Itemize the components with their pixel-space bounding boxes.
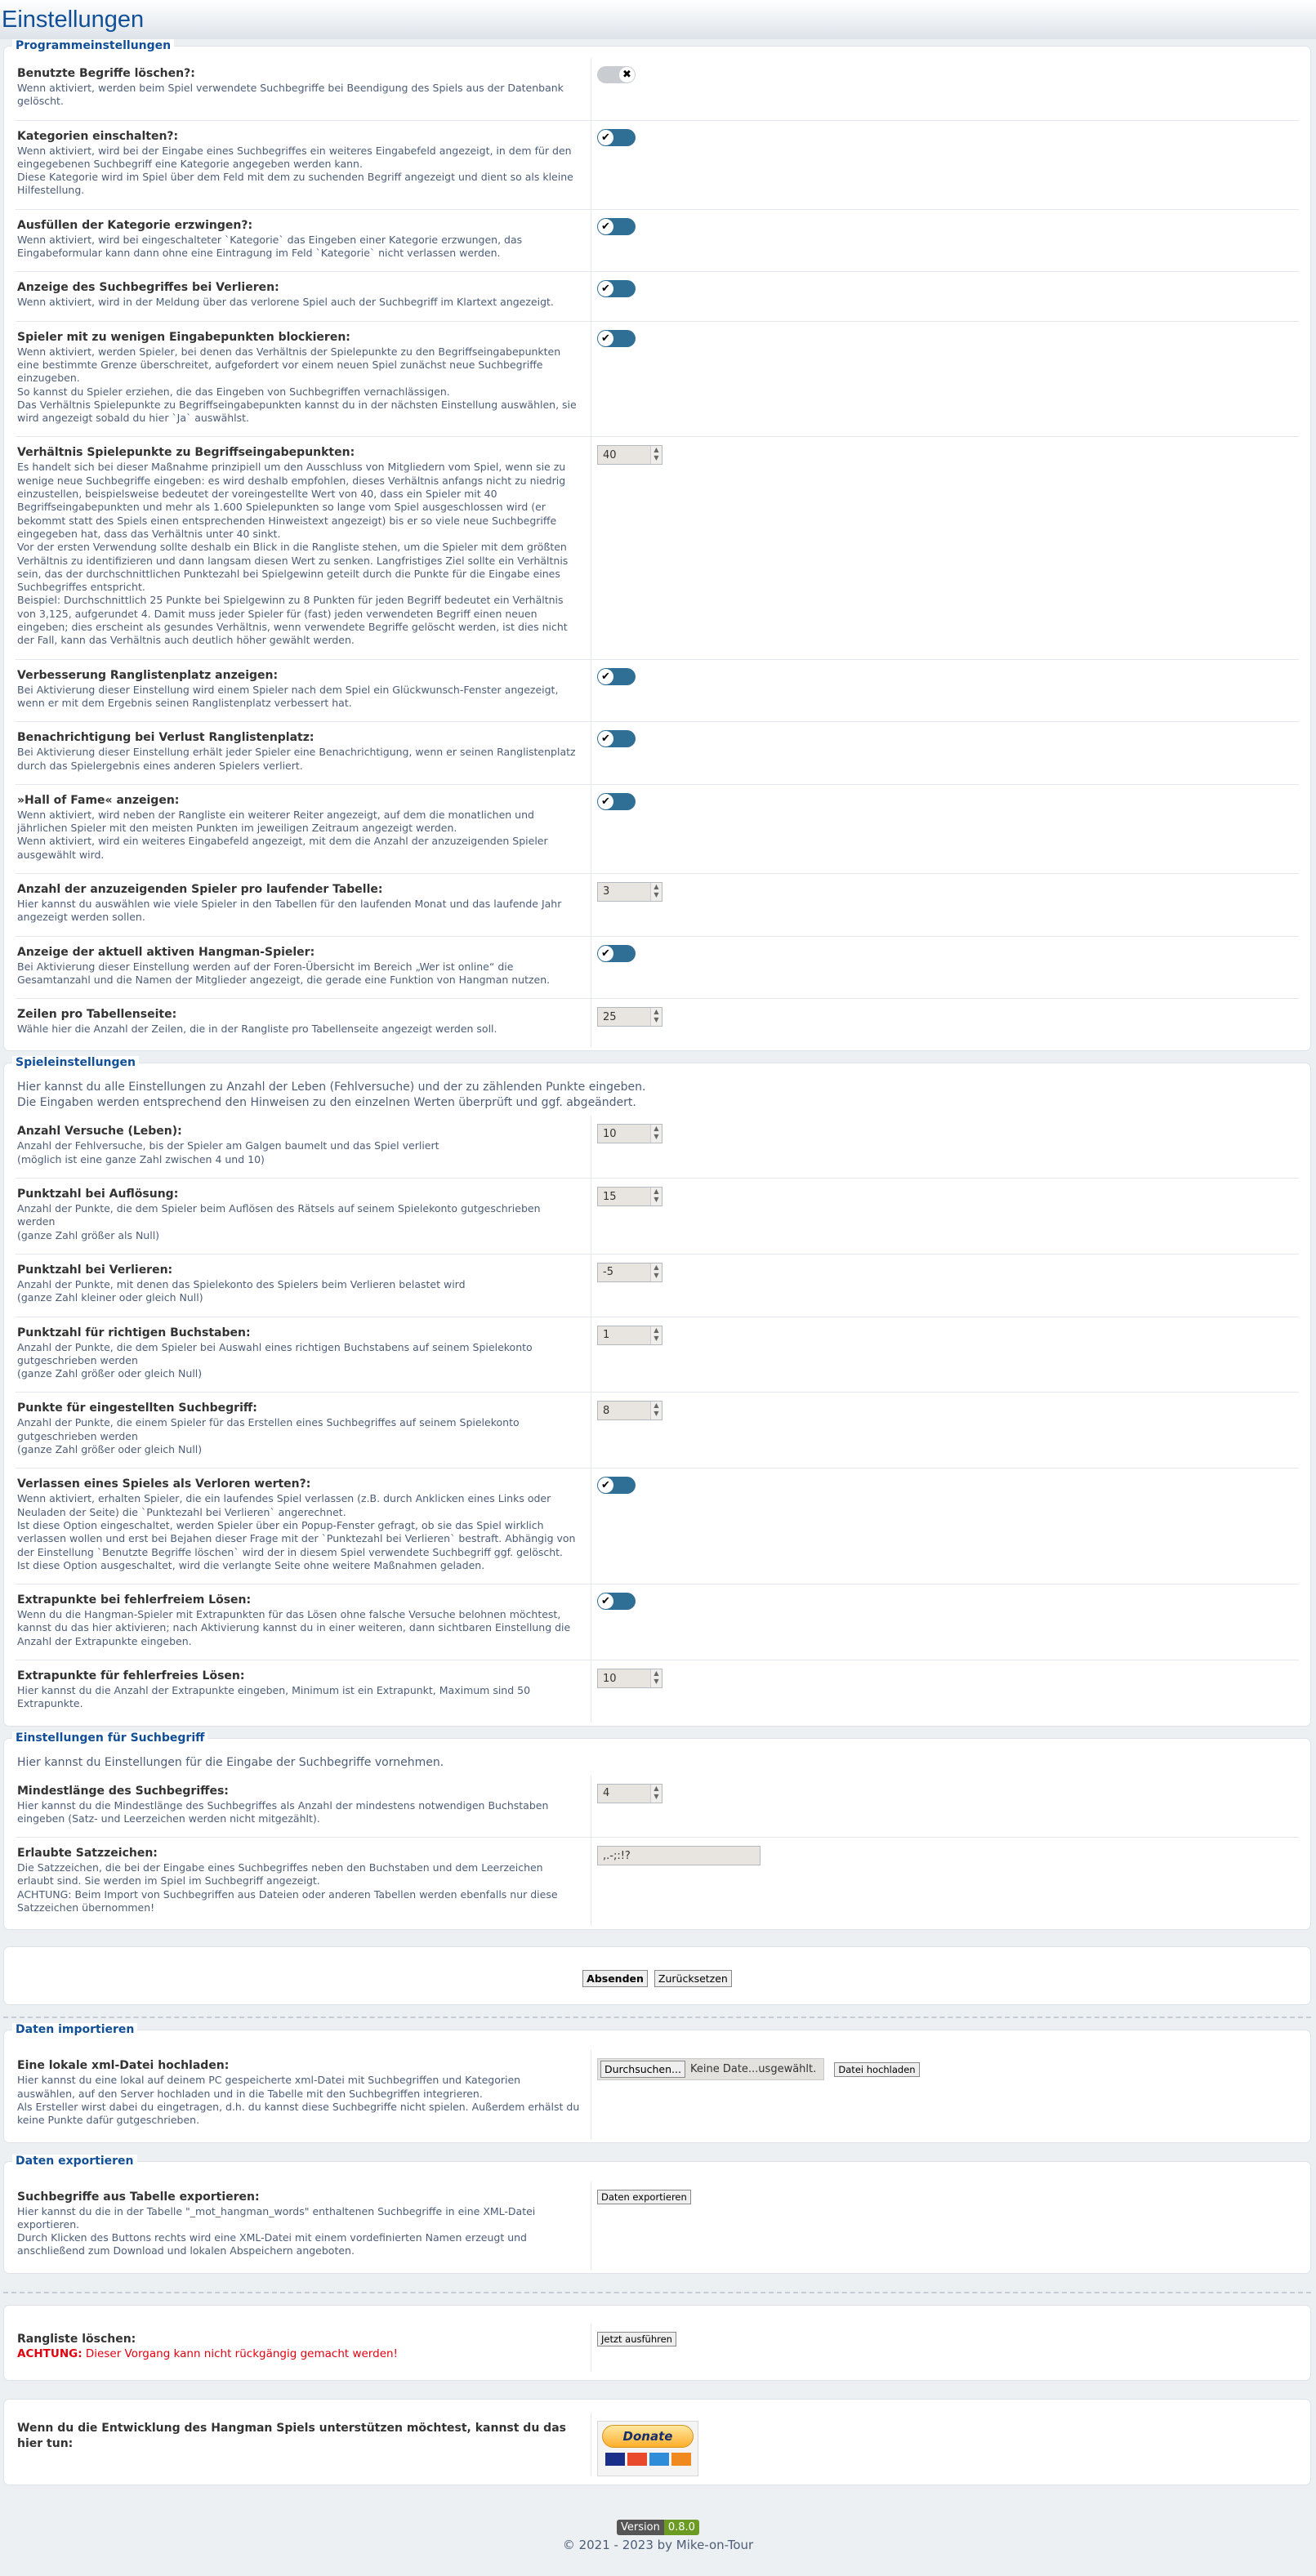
setting-explain: Wenn aktiviert, werden Spieler, bei denen das Verhältnis der Spielepunkte zu den Begriffseingabepunkten eine bestimmte Grenze überschreitet, aufgefordert vor einem neuen Spiel zunächst neue Suchbegriffe einzugeben. So kannst du Spieler erziehen, die das Eingeben von Suchbegriffen vernachlässigen. Das Verhältnis Spielepunkte zu Begriffseingabepunkten kannst du in der nächsten Einstellung auswählen, sie wird angezeigt sobald du hier `Ja` auswählst. <box>17 345 577 425</box>
check-icon: ✔ <box>598 1593 613 1609</box>
ranking-label: Rangliste löschen: <box>17 2332 136 2346</box>
submit-button[interactable]: Absenden <box>582 1970 648 1987</box>
payment-icons <box>605 2453 691 2466</box>
import-legend: Daten importieren <box>12 2023 137 2036</box>
setting-explain: Bei Aktivierung dieser Einstellung wird einem Spieler nach dem Spiel ein Glückwunsch-Fenster angezeigt, wenn er mit dem Ergebnis seinen Ranglistenplatz verbessert hat. <box>17 683 559 709</box>
search-settings-legend: Einstellungen für Suchbegriff <box>12 1731 207 1745</box>
setting-row <box>16 874 1299 937</box>
setting-control <box>591 58 1299 120</box>
setting-control <box>591 437 1299 658</box>
setting-label: Punkte für eingestellten Suchbegriff: <box>17 1402 257 1415</box>
setting-label: Punktzahl bei Verlieren: <box>17 1263 173 1277</box>
ranking-row <box>16 2324 1299 2372</box>
donate-widget[interactable] <box>597 2421 698 2476</box>
setting-label: Anzeige des Suchbegriffes bei Verlieren: <box>17 281 279 295</box>
warning-label: ACHTUNG: <box>17 2346 83 2360</box>
export-panel <box>3 2154 1311 2274</box>
setting-control <box>591 660 1299 722</box>
setting-control <box>591 1584 1299 1660</box>
program-settings-list <box>16 58 1299 1047</box>
visa-icon <box>605 2453 625 2466</box>
number-value: -5 <box>603 1266 613 1279</box>
setting-label: Punktzahl für richtigen Buchstaben: <box>17 1326 251 1339</box>
donate-controls <box>591 2413 1299 2476</box>
import-panel <box>3 2023 1311 2142</box>
number-value: 40 <box>603 448 617 461</box>
import-row <box>16 2050 1299 2138</box>
setting-control <box>591 1776 1299 1838</box>
setting-description <box>16 121 591 209</box>
toggle-switch[interactable] <box>597 330 636 347</box>
setting-label: Verbesserung Ranglistenplatz anzeigen: <box>17 668 279 682</box>
number-input[interactable] <box>597 1401 662 1420</box>
export-controls <box>591 2182 1299 2270</box>
export-row <box>16 2182 1299 2270</box>
version-label: Version <box>617 2520 664 2535</box>
setting-row <box>16 999 1299 1047</box>
no-file-text: Keine Date...usgewählt. <box>689 2063 817 2076</box>
check-icon: ✔ <box>598 219 613 234</box>
number-value: 25 <box>603 1010 617 1023</box>
setting-row <box>16 722 1299 785</box>
setting-explain: Wenn aktiviert, erhalten Spieler, die ein laufendes Spiel verlassen (z.B. durch Anklicken eines Links oder Neuladen der Seite) die `Punktezahl bei Verlieren` angerechnet. Ist diese Option eingeschaltet, werden Spieler über ein Popup-Fenster gefragt, ob sie das Spiel wirklich verlassen wollen und erst bei Bejahen dieser Frage mit der `Punktezahl bei Verlieren` bestraft. Abhängig von der Einstellung `Benutzte Begriffe löschen` wird der in diesem Spiel verwendete Suchbegriff ggf. gelöscht. Ist diese Option ausgeschaltet, wird die verlangte Seite ohne weitere Maßnahmen geladen. <box>17 1492 576 1571</box>
setting-row <box>16 1660 1299 1723</box>
divider <box>3 2292 1311 2293</box>
ranking-warning <box>17 2347 581 2360</box>
setting-label: Verlassen eines Spieles als Verloren werten?: <box>17 1477 311 1491</box>
setting-description <box>16 1393 591 1468</box>
setting-control <box>591 121 1299 209</box>
number-input[interactable] <box>597 1326 662 1345</box>
toggle-switch[interactable] <box>597 668 636 685</box>
export-explain: Hier kannst du die in der Tabelle "_mot_hangman_words" enthaltenen Suchbegriffe in eine XML-Datei exportieren. Durch Klicken des Buttons rechts wird eine XML-Datei mit einem vordefinierten Namen erzeugt und anschließend zum Download und lokalen Abspeichern angeboten. <box>17 2204 536 2257</box>
setting-row <box>16 58 1299 121</box>
close-icon: ✖ <box>619 67 635 82</box>
page-title: Einstellungen <box>0 0 1316 39</box>
setting-control <box>591 1660 1299 1723</box>
spinner-icon[interactable]: ▲ ▼ <box>650 446 662 464</box>
setting-description <box>16 1317 591 1393</box>
setting-description <box>16 660 591 722</box>
toggle-switch[interactable] <box>597 1477 636 1494</box>
setting-description <box>16 322 591 437</box>
toggle-switch[interactable] <box>597 793 636 810</box>
setting-explain: Hier kannst du die Mindestlänge des Suchbegriffes als Anzahl der mindestens notwendigen Buchstaben eingeben (Satz- und Leerzeichen werden nicht mitgezählt). <box>17 1798 549 1825</box>
import-controls <box>591 2050 1299 2138</box>
setting-row <box>16 1393 1299 1468</box>
import-label: Eine lokale xml-Datei hochladen: <box>17 2059 230 2073</box>
setting-description <box>16 785 591 873</box>
toggle-switch[interactable] <box>597 129 636 146</box>
setting-label: Benutzte Begriffe löschen?: <box>17 67 195 80</box>
ranking-description <box>16 2324 591 2372</box>
setting-description <box>16 1584 591 1660</box>
setting-description <box>16 210 591 272</box>
setting-explain: Anzahl der Punkte, die einem Spieler für das Erstellen eines Suchbegriffes auf seinem Spielekonto gutgeschrieben werden (ganze Zahl größer oder gleich Null) <box>17 1416 520 1456</box>
program-settings-legend: Programmeinstellungen <box>12 39 174 52</box>
setting-description <box>16 874 591 936</box>
setting-label: Mindestlänge des Suchbegriffes: <box>17 1784 229 1798</box>
setting-label: Extrapunkte bei fehlerfreiem Lösen: <box>17 1593 252 1607</box>
check-icon: ✔ <box>598 731 613 747</box>
spinner-icon[interactable]: ▲ ▼ <box>650 1669 662 1687</box>
setting-explain: Wähle hier die Anzahl der Zeilen, die in der Rangliste pro Tabellenseite angezeigt werden soll. <box>17 1023 497 1036</box>
setting-row <box>16 1255 1299 1317</box>
version-badge <box>617 2520 699 2535</box>
setting-row <box>16 1776 1299 1838</box>
setting-description <box>16 272 591 320</box>
spinner-icon[interactable]: ▲ ▼ <box>650 1125 662 1143</box>
setting-explain: Die Satzzeichen, die bei der Eingabe eines Suchbegriffes neben den Buchstaben und dem Leerzeichen erlaubt sind. Sie werden im Spiel im Suchbegriff angezeigt. ACHTUNG: Beim Import von Suchbegriffen aus Dateien oder anderen Tabellen werden ebenfalls nur diese Satzzeichen übernommen! <box>17 1861 558 1914</box>
setting-explain: Hier kannst du die Anzahl der Extrapunkte eingeben, Minimum ist ein Extrapunkt, Maximum sind 50 Extrapunkte. <box>17 1684 531 1710</box>
setting-description <box>16 1179 591 1254</box>
spinner-icon[interactable]: ▲ ▼ <box>650 1188 662 1206</box>
setting-label: Punktzahl bei Auflösung: <box>17 1188 179 1201</box>
spinner-icon[interactable]: ▲ ▼ <box>650 1402 662 1419</box>
setting-description <box>16 722 591 784</box>
setting-row <box>16 322 1299 438</box>
setting-explain: Anzahl der Fehlversuche, bis der Spieler am Galgen baumelt und das Spiel verliert (möglich ist eine ganze Zahl zwischen 4 und 10) <box>17 1139 439 1165</box>
setting-explain: Wenn aktiviert, werden beim Spiel verwendete Suchbegriffe bei Beendigung des Spiels aus der Datenbank gelöscht. <box>17 82 564 108</box>
setting-label: Spieler mit zu wenigen Eingabepunkten blockieren: <box>17 330 350 344</box>
number-value: 4 <box>603 1787 610 1800</box>
toggle-switch[interactable] <box>597 280 636 297</box>
divider <box>3 2017 1311 2018</box>
number-input[interactable] <box>597 1124 662 1143</box>
file-input[interactable] <box>597 2058 824 2080</box>
setting-label: Erlaubte Satzzeichen: <box>17 1847 158 1861</box>
text-input[interactable] <box>597 1846 761 1865</box>
number-input[interactable] <box>597 445 662 465</box>
setting-description <box>16 999 591 1047</box>
check-icon: ✔ <box>598 130 613 145</box>
export-button[interactable]: Daten exportieren <box>597 2190 691 2204</box>
setting-control <box>591 722 1299 784</box>
donate-button[interactable]: Donate <box>602 2425 694 2448</box>
setting-label: Zeilen pro Tabellenseite: <box>17 1008 177 1022</box>
import-description <box>16 2050 591 2138</box>
check-icon: ✔ <box>598 1477 613 1493</box>
setting-label: Kategorien einschalten?: <box>17 129 179 143</box>
setting-explain: Bei Aktivierung dieser Einstellung erhält jeder Spieler eine Benachrichtigung, wenn er seinen Ranglistenplatz durch das Spielergebnis eines anderen Spielers verliert. <box>17 746 576 772</box>
setting-row <box>16 1116 1299 1179</box>
setting-description <box>16 937 591 999</box>
game-settings-panel <box>3 1056 1311 1726</box>
game-settings-intro: Hier kannst du alle Einstellungen zu Anzahl der Leben (Fehlversuche) und der zu zählenden Punkte eingeben. Die Eingaben werden entsprechend den Hinweisen zu den einzelnen Werten überprüft und ggf. abgeändert. <box>17 1081 646 1110</box>
setting-explain: Anzahl der Punkte, mit denen das Spielekonto des Spielers beim Verlieren belastet wird (ganze Zahl kleiner oder gleich Null) <box>17 1277 466 1304</box>
upload-button[interactable]: Datei hochladen <box>834 2062 919 2077</box>
toggle-switch[interactable] <box>597 945 636 962</box>
check-icon: ✔ <box>598 794 613 809</box>
number-value: 8 <box>603 1404 610 1417</box>
setting-row <box>16 785 1299 874</box>
number-input[interactable] <box>597 1669 662 1688</box>
footer <box>0 2520 1316 2552</box>
setting-explain: Wenn aktiviert, wird in der Meldung über das verlorene Spiel auch der Suchbegriff im Klartext angezeigt. <box>17 296 554 309</box>
check-icon: ✔ <box>598 331 613 346</box>
number-input[interactable] <box>597 882 662 902</box>
game-settings-list <box>16 1116 1299 1722</box>
setting-control <box>591 1317 1299 1393</box>
version-number: 0.8.0 <box>664 2520 699 2535</box>
setting-row <box>16 437 1299 659</box>
export-legend: Daten exportieren <box>12 2155 137 2168</box>
program-settings-panel <box>3 39 1311 1051</box>
setting-control <box>591 999 1299 1047</box>
setting-label: Extrapunkte für fehlerfreies Lösen: <box>17 1669 245 1682</box>
setting-row <box>16 660 1299 723</box>
setting-explain: Bei Aktivierung dieser Einstellung werden auf der Foren-Übersicht im Bereich „Wer ist online“ die Gesamtanzahl und die Namen der Mitglieder angezeigt, die gerade eine Funktion von Hangman nutzen. <box>17 960 551 986</box>
setting-row <box>16 1838 1299 1926</box>
spinner-icon[interactable]: ▲ ▼ <box>650 1326 662 1344</box>
spinner-icon[interactable]: ▲ ▼ <box>650 1263 662 1281</box>
import-explain: Hier kannst du eine lokal auf deinem PC gespeicherte xml-Datei mit Suchbegriffen und Kategorien auswählen, auf den Server hochladen und in die Tabelle mit den Suchbegriffen integrieren. Als Ersteller wirst dabei du eingetragen, d.h. du kannst diese Suchbegriffe nicht spielen. Außerdem erhälst du keine Punkte dafür gutgeschrieben. <box>17 2074 580 2127</box>
spinner-icon[interactable]: ▲ ▼ <box>650 883 662 901</box>
setting-control <box>591 272 1299 320</box>
export-label: Suchbegriffe aus Tabelle exportieren: <box>17 2190 260 2204</box>
spinner-icon[interactable]: ▲ ▼ <box>650 1008 662 1026</box>
donate-panel <box>3 2399 1311 2485</box>
warning-text: Dieser Vorgang kann nicht rückgängig gemacht werden! <box>82 2346 398 2360</box>
setting-row <box>16 1584 1299 1660</box>
setting-row <box>16 272 1299 321</box>
setting-label: Ausfüllen der Kategorie erzwingen?: <box>17 218 253 232</box>
setting-row <box>16 1179 1299 1255</box>
setting-label: Benachrichtigung bei Verlust Ranglistenplatz: <box>17 731 315 745</box>
clear-ranking-button[interactable]: Jetzt ausführen <box>597 2332 676 2346</box>
setting-explain: Wenn aktiviert, wird bei der Eingabe eines Suchbegriffes ein weiteres Eingabefeld angezeigt, in dem für den eingegebenen Suchbegriff eine Kategorie angegeben werden kann. Diese Kategorie wird im Spiel über dem Feld mit dem zu suchenden Begriff angezeigt und dient so als kleine Hilfestellung. <box>17 144 573 197</box>
setting-description <box>16 58 591 120</box>
number-value: 1 <box>603 1329 610 1342</box>
check-icon: ✔ <box>598 669 613 684</box>
setting-row <box>16 937 1299 1000</box>
setting-label: Anzeige der aktuell aktiven Hangman-Spieler: <box>17 945 315 959</box>
setting-explain: Wenn aktiviert, wird neben der Rangliste ein weiterer Reiter angezeigt, auf dem die monatlichen und jährlichen Spieler mit den meisten Punkten im jeweiligen Zeitraum angezeigt werden. Wenn aktiviert, wird ein weiteres Eingabefeld angezeigt, mit dem die Anzahl der anzuzeigenden Spieler ausgewählt wird. <box>17 808 548 861</box>
toggle-switch[interactable] <box>597 730 636 747</box>
setting-label: »Hall of Fame« anzeigen: <box>17 793 180 807</box>
setting-description <box>16 1776 591 1838</box>
setting-explain: Anzahl der Punkte, die dem Spieler beim Auflösen des Rätsels auf seinem Spielekonto gutgeschrieben werden (ganze Zahl größer als Null) <box>17 1202 541 1241</box>
setting-explain: Wenn du die Hangman-Spieler mit Extrapunkten für das Lösen ohne falsche Versuche belohnen möchtest, kannst du das hier aktivieren; nach Aktivierung kannst du in einer weiteren, dann sichtbaren Einstellung die Anzahl der Extrapunkte eingeben. <box>17 1608 571 1647</box>
setting-description <box>16 1116 591 1178</box>
toggle-switch[interactable] <box>597 66 636 83</box>
number-input[interactable] <box>597 1187 662 1206</box>
setting-control <box>591 1255 1299 1317</box>
setting-row <box>16 210 1299 273</box>
setting-description <box>16 437 591 658</box>
game-settings-legend: Spieleinstellungen <box>12 1056 139 1069</box>
number-value: 3 <box>603 885 610 898</box>
setting-control <box>591 937 1299 999</box>
number-value: 10 <box>603 1127 617 1140</box>
donate-description <box>16 2413 591 2476</box>
submit-panel <box>3 1946 1311 2005</box>
setting-row <box>16 1468 1299 1584</box>
search-settings-panel <box>3 1731 1311 1931</box>
number-input[interactable] <box>597 1263 662 1282</box>
number-input[interactable] <box>597 1784 662 1803</box>
export-description <box>16 2182 591 2270</box>
setting-label: Anzahl der anzuzeigenden Spieler pro laufender Tabelle: <box>17 882 383 896</box>
donate-text: Wenn du die Entwicklung des Hangman Spiels unterstützen möchtest, kannst du das hier tun: <box>17 2422 566 2451</box>
toggle-switch[interactable] <box>597 1593 636 1610</box>
setting-description <box>16 1838 591 1926</box>
browse-button[interactable]: Durchsuchen... <box>600 2061 685 2078</box>
setting-description <box>16 1660 591 1723</box>
ranking-controls <box>591 2324 1299 2372</box>
check-icon: ✔ <box>598 946 613 961</box>
check-icon: ✔ <box>598 281 613 296</box>
setting-control <box>591 1468 1299 1584</box>
setting-row <box>16 1317 1299 1393</box>
setting-control <box>591 1116 1299 1178</box>
setting-control <box>591 785 1299 873</box>
mastercard-icon <box>627 2453 647 2466</box>
setting-row <box>16 121 1299 210</box>
setting-explain: Anzahl der Punkte, die dem Spieler bei Auswahl eines richtigen Buchstabens auf seinem Spielekonto gutgeschrieben werden (ganze Zahl größer oder gleich Null) <box>17 1340 533 1380</box>
copyright: © 2021 - 2023 by Mike-on-Tour <box>562 2538 754 2553</box>
reset-button[interactable]: Zurücksetzen <box>654 1970 732 1987</box>
ranking-panel <box>3 2305 1311 2381</box>
setting-explain: Hier kannst du auswählen wie viele Spieler in den Tabellen für den laufenden Monat und das laufende Jahr angezeigt werden sollen. <box>17 897 562 924</box>
number-value: 10 <box>603 1672 617 1685</box>
setting-control <box>591 210 1299 272</box>
setting-description <box>16 1468 591 1584</box>
number-value: 15 <box>603 1190 617 1203</box>
spinner-icon[interactable]: ▲ ▼ <box>650 1785 662 1803</box>
setting-description <box>16 1255 591 1317</box>
toggle-switch[interactable] <box>597 218 636 235</box>
discover-icon <box>671 2453 691 2466</box>
setting-control <box>591 1179 1299 1254</box>
search-settings-list <box>16 1776 1299 1927</box>
donate-row <box>16 2413 1299 2476</box>
setting-label: Verhältnis Spielepunkte zu Begriffseingabepunkten: <box>17 446 355 460</box>
amex-icon <box>649 2453 669 2466</box>
setting-label: Anzahl Versuche (Leben): <box>17 1125 182 1139</box>
number-input[interactable] <box>597 1007 662 1027</box>
search-settings-intro: Hier kannst du Einstellungen für die Eingabe der Suchbegriffe vornehmen. <box>17 1755 444 1769</box>
setting-control <box>591 1393 1299 1468</box>
setting-control <box>591 322 1299 437</box>
setting-explain: Wenn aktiviert, wird bei eingeschalteter `Kategorie` das Eingeben einer Kategorie erzwungen, das Eingabeformular kann dann ohne eine Eintragung im Feld `Kategorie` nicht verlassen werden. <box>17 233 523 260</box>
setting-control <box>591 874 1299 936</box>
setting-control <box>591 1838 1299 1926</box>
setting-explain: Es handelt sich bei dieser Maßnahme prinzipiell um den Ausschluss von Mitgliedern vom Spiel, wenn sie zu wenige neue Suchbegriffe eingeben: es wird deshalb empfohlen, dieses Verhältnis anfangs nicht zu niedrig einzustellen, beispielsweise bedeutet der voreingestellte Wert von 40, dass ein Spieler mit 40 Begriffseingabepunkten und mehr als 1.600 Spielepunkten so lange vom Spiel ausgeschlossen wird (er bekommt statt des Spiels einen entsprechenden Hinweistext angezeigt) bis er so viele neue Suchbegriffe eingegeben hat, dass das Verhältnis unter 40 sinkt. Vor der ersten Verwendung sollte deshalb ein Blick in die Rangliste stehen, um die Spieler mit dem größten Verhältnis zu identifizieren und dann langsam diesen Wert zu senken. Langfristiges Ziel sollte ein Verhältnis sein, das der durchschnittlichen Punktezahl bei Spielgewinn geteilt durch die Punkte für die Eingabe eines Suchbegriffes entspricht. Beispiel: Durchschnittlich 25 Punkte bei Spielgewinn zu 8 Punkten für jeden Begriff bedeutet ein Verhältnis von 3,125, aufgerundet 4. Damit muss jeder Spieler für (fast) jeden verwendeten Begriff einen neuen eingeben; dies erscheint als gesundes Verhältnis, wenn verwendete Begriffe gelöscht werden, ist dies nicht der Fall, kann das Verhältnis auch deutlich höher gewählt werden. <box>17 461 569 647</box>
